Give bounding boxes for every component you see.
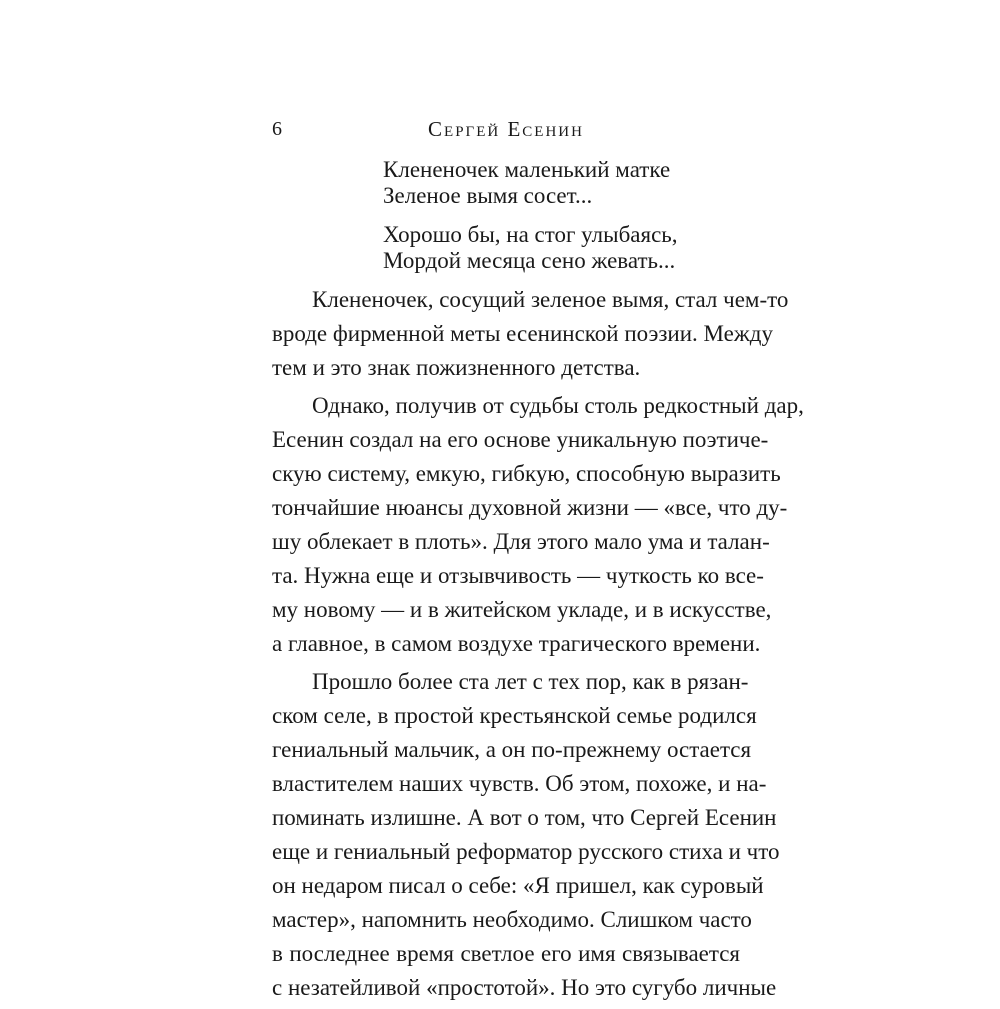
- paragraph: [272, 665, 780, 1005]
- text-line: тончайшие нюансы духовной жизни — «все, что ду-: [272, 495, 788, 520]
- text-line: властителем наших чувств. Об этом, похоже, и на-: [272, 771, 767, 796]
- text-line: Есенин создал на его основе уникальную поэтиче-: [272, 427, 769, 452]
- text-line: Клененочек, сосущий зеленое вымя, стал чем-то: [312, 287, 789, 312]
- verse-line: Зеленое вымя сосет...: [383, 183, 593, 208]
- body-text: [272, 283, 804, 1009]
- text-line: Прошло более ста лет с тех пор, как в рязан-: [312, 669, 749, 694]
- running-head: [272, 116, 740, 142]
- text-line: ском селе, в простой крестьянской семье родился: [272, 703, 757, 728]
- verse-stanza: [383, 157, 678, 209]
- paragraph: [272, 389, 804, 661]
- text-line: му новому — и в житейском укладе, и в искусстве,: [272, 597, 772, 622]
- verse-quote: [383, 157, 678, 287]
- text-line: гениальный мальчик, а он по-прежнему остается: [272, 737, 752, 762]
- running-title: Сергей Есенин: [428, 117, 584, 141]
- verse-stanza: [383, 222, 678, 274]
- text-line: а главное, в самом воздухе трагического времени.: [272, 631, 761, 656]
- text-line: вроде фирменной меты есенинской поэзии. Между: [272, 321, 773, 346]
- text-line: шу облекает в плоть». Для этого мало ума и талан-: [272, 529, 770, 554]
- verse-line: Клененочек маленький матке: [383, 157, 671, 182]
- text-line: поминать излишне. А вот о том, что Сергей Есенин: [272, 805, 777, 830]
- text-line: та. Нужна еще и отзывчивость — чуткость ко все-: [272, 563, 764, 588]
- paragraph: [272, 283, 789, 385]
- text-line: еще и гениальный реформатор русского стиха и что: [272, 839, 780, 864]
- verse-line: Хорошо бы, на стог улыбаясь,: [383, 222, 678, 247]
- text-line: он недаром писал о себе: «Я пришел, как суровый: [272, 873, 764, 898]
- verse-line: Мордой месяца сено жевать...: [383, 248, 676, 273]
- text-line: тем и это знак пожизненного детства.: [272, 355, 641, 380]
- page-number: 6: [272, 118, 282, 140]
- text-line: в последнее время светлое его имя связывается: [272, 941, 740, 966]
- text-line: мастер», напомнить необходимо. Слишком часто: [272, 907, 752, 932]
- text-line: Однако, получив от судьбы столь редкостный дар,: [312, 393, 804, 418]
- text-line: с незатейливой «простотой». Но это сугубо личные: [272, 975, 777, 1000]
- text-line: скую систему, емкую, гибкую, способную выразить: [272, 461, 781, 486]
